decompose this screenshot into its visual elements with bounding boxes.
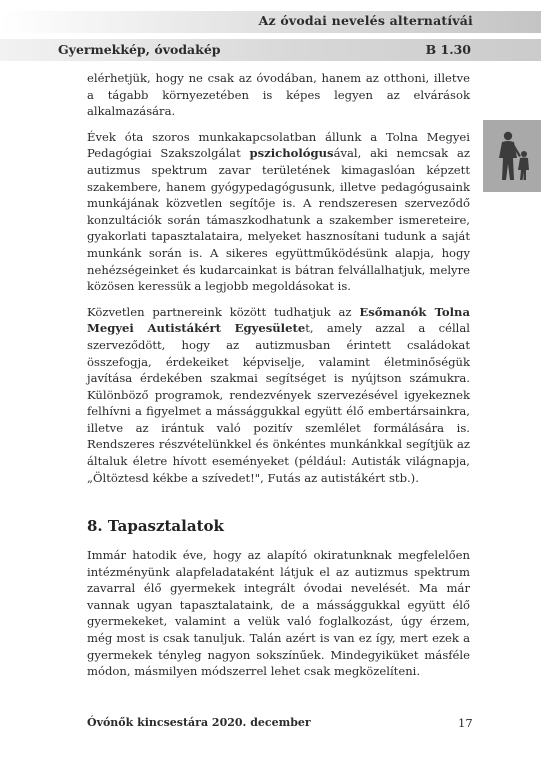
paragraph: elérhetjük, hogy ne csak az óvodában, hanem az otthoni, illetve a tágabb környezetében is képes legyen az elvárások alkalmazására. — [87, 71, 470, 119]
footer-publication: Óvónők kincsestára 2020. december — [87, 716, 311, 729]
body-text — [87, 70, 470, 495]
section-code: B 1.30 — [425, 42, 471, 57]
side-tab — [483, 120, 541, 192]
paragraph: Immár hatodik éve, hogy az alapító okiratunknak megfelelően intézményünk alapfeladataként látjuk el az autizmus spektrum zavarral élő gyermekek integrált óvodai nevelését. Ma már vannak ugyan tapasztalataink, de a mássággukkal együtt élő gyermekeket, valamint a velük való foglalkozást, úgy érzem, még most is csak tanuljuk. Talán azért is van ez így, mert ezek a gyermekek tényleg nagyon sokszínűek. Mindegyiküket másféle módon, másmilyen módszerrel lehet csak megközelíteni. — [87, 548, 470, 679]
bold-term: pszichológus — [249, 146, 334, 161]
text-run: Közvetlen partnereink között tudhatjuk az — [87, 304, 360, 319]
section-heading: 8. Tapasztalatok — [87, 517, 224, 535]
paragraph — [87, 129, 470, 295]
section-body — [87, 547, 470, 680]
text-run: ával, aki nemcsak az autizmus spektrum zavar területének kimagaslóan képzett szakembere, hanem gyógypedagógusunk, illetve pedagógusaink munkájának közvetlen segítője is. A rendszeresen szerveződő konzultációk során támaszkodhatunk a szakember ismereteire, gyakorlati tapasztalataira, melyeket hasznosítani tudunk a saját munkánk során is. A sikeres együttműködésünk alapja, hogy nehézségeinket és kudarcainkat is bátran felvállalhatjuk, melyre közösen keressük a legjobb megoldásokat is. — [87, 146, 470, 294]
text-run: t, amely azzal a céllal szerveződött, hogy az autizmusban érintett családokat összefogja, érdekeiket képviselje, valamint életminőségük javítása érdekében szakmai segítséget is nyújtson számukra. Különböző programok, rendezvények szervezésével igyekeznek felhívni a figyelmet a mássággukkal együtt élő embertársainkra, illetve az irántuk való pozitív szemlélet formálására is. Rendszeres részvételünkkel és önkéntes munkánkkal segítjük az általuk életre hívott eseményeket (például: Autisták világnapja, „Öltöztesd kékbe a szívedet!", Futás az autistákért stb.). — [87, 321, 470, 485]
text-run: Évek óta szoros munkakapcsolatban állunk a Tolna Megyei Pedagógiai Szakszolgálat — [87, 129, 470, 161]
adult-and-child-walking-icon — [493, 130, 533, 182]
chapter-title: Az óvodai nevelés alternatívái — [258, 13, 473, 28]
page-number: 17 — [458, 716, 473, 730]
section-label: Gyermekkép, óvodakép — [58, 42, 221, 57]
paragraph — [87, 304, 470, 487]
bold-term: Esőmanók Tolna Megyei Autistákért Egyesülete — [87, 304, 471, 336]
